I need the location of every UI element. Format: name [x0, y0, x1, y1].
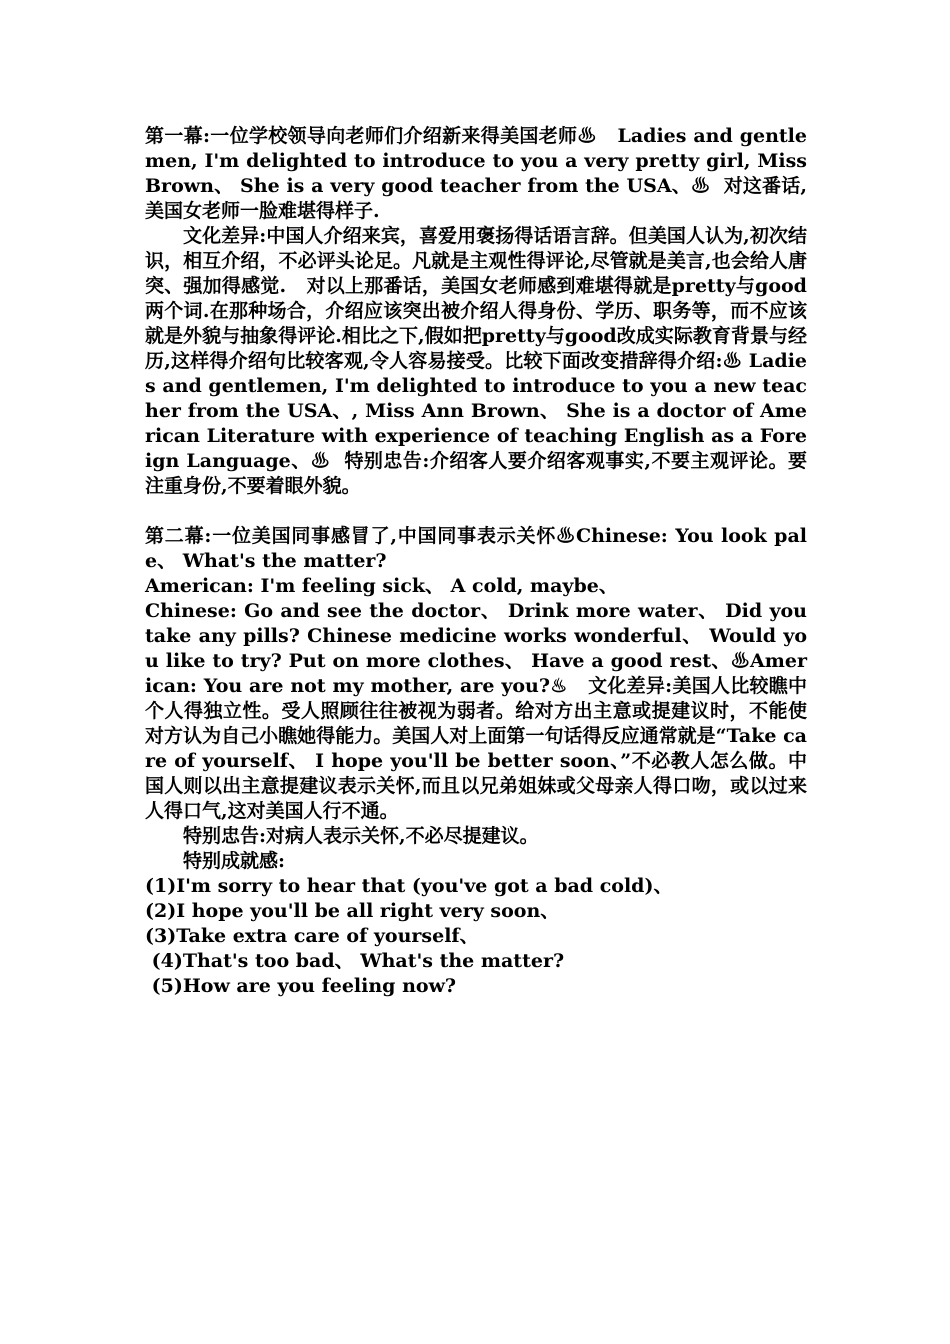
scene1-intro-en: Ladies and gentlemen, I'm delighted to introduce to you a very pretty girl, Miss Brown、 She is a very good teacher from the USA、 [145, 125, 814, 197]
scene1-title: 第一幕:一位学校领导向老师们介绍新来得美国老师 [145, 125, 578, 147]
pilcrow-icon: ♨ [550, 675, 568, 697]
pilcrow-icon: ♨ [730, 650, 751, 672]
scene2-line4: American: You are not my mother, are you? [145, 650, 807, 697]
scene2-paragraph [145, 524, 807, 574]
scene2-line1: Chinese: You look pale、 What's the matter? [145, 525, 807, 572]
scene1-revised-en: Ladies and gentlemen, I'm delighted to introduce to you a new teacher from the USA、, Miss Ann Brown、 She is a doctor of American Literature with experience of teaching English as a Foreign Language、 [145, 350, 807, 472]
scene2-culture-text: 美国人比较瞧中个人得独立性。受人照顾往往被视为弱者。给对方出主意或提建议时，不能使对方认为自己小瞧她得能力。美国人对上面第一句话得反应通常就是“Take care of yourself、 I hope you'll be better soon、”不必教人怎么做。中国人则以出主意提建议表示关怀,而且以兄弟姐妹或父母亲人得口吻，或以过来人得口气,这对美国人行不通。 [145, 675, 807, 822]
scene1-culture-label: 文化差异: [183, 225, 267, 247]
scene2-line3-paragraph [145, 599, 814, 824]
pilcrow-icon: ♨ [577, 125, 597, 147]
scene1-paragraph [145, 124, 814, 224]
scene2-culture-label: 文化差异: [588, 675, 673, 697]
scene1-reaction: 对这番话,美国女老师一脸难堪得样子. [145, 175, 807, 222]
scene1-culture-text: 中国人介绍来宾，喜爱用褒扬得话语言辞。但美国人认为,初次结识，相互介绍，不必评头论足。凡就是主观性得评论,尽管就是美言,也会给人唐突、强加得感觉. [145, 225, 808, 297]
phrase-item: (2)I hope you'll be all right very soon、 [145, 900, 560, 922]
scene2-line2: American: I'm feeling sick、 A cold, maybe、 [145, 575, 618, 597]
pilcrow-icon: ♨ [310, 450, 331, 472]
pilcrow-icon: ♨ [722, 350, 742, 372]
scene2-title: 第二幕:一位美国同事感冒了,中国同事表示关怀 [145, 525, 557, 547]
pilcrow-icon: ♨ [690, 175, 711, 197]
document-body [145, 124, 814, 999]
phrase-item: (4)That's too bad、 What's the matter? [145, 950, 565, 972]
phrase-item: (1)I'm sorry to hear that (you've got a bad cold)、 [145, 875, 673, 897]
pilcrow-icon: ♨ [556, 525, 576, 547]
scene1-advice: 特别忠告:介绍客人要介绍客观事实,不要主观评论。要注重身份,不要着眼外貌。 [145, 450, 807, 497]
paragraph-gap [145, 499, 807, 524]
scene1-culture-paragraph [145, 224, 807, 499]
scene1-analysis: 对以上那番话，美国女老师感到难堪得就是pretty与good两个词.在那种场合，介绍应该突出被介绍人得身份、学历、职务等，而不应该就是外貌与抽象得评论.相比之下,假如把pretty与good改成实际教育背景与经历,这样得介绍句比较客观,令人容易接受。比较下面改变措辞得介绍: [145, 275, 807, 372]
scene2-advice: 特别忠告:对病人表示关怀,不必尽提建议。 [183, 825, 539, 847]
phrase-item: (5)How are you feeling now? [145, 975, 457, 997]
scene2-phrases-title: 特别成就感: [183, 850, 286, 872]
phrase-item: (3)Take extra care of yourself、 [145, 925, 479, 947]
scene2-line3: Chinese: Go and see the doctor、 Drink more water、 Did you take any pills? Chinese medicine works wonderful、 Would you like to try? Put on more clothes、 Have a good rest、 [145, 600, 814, 672]
